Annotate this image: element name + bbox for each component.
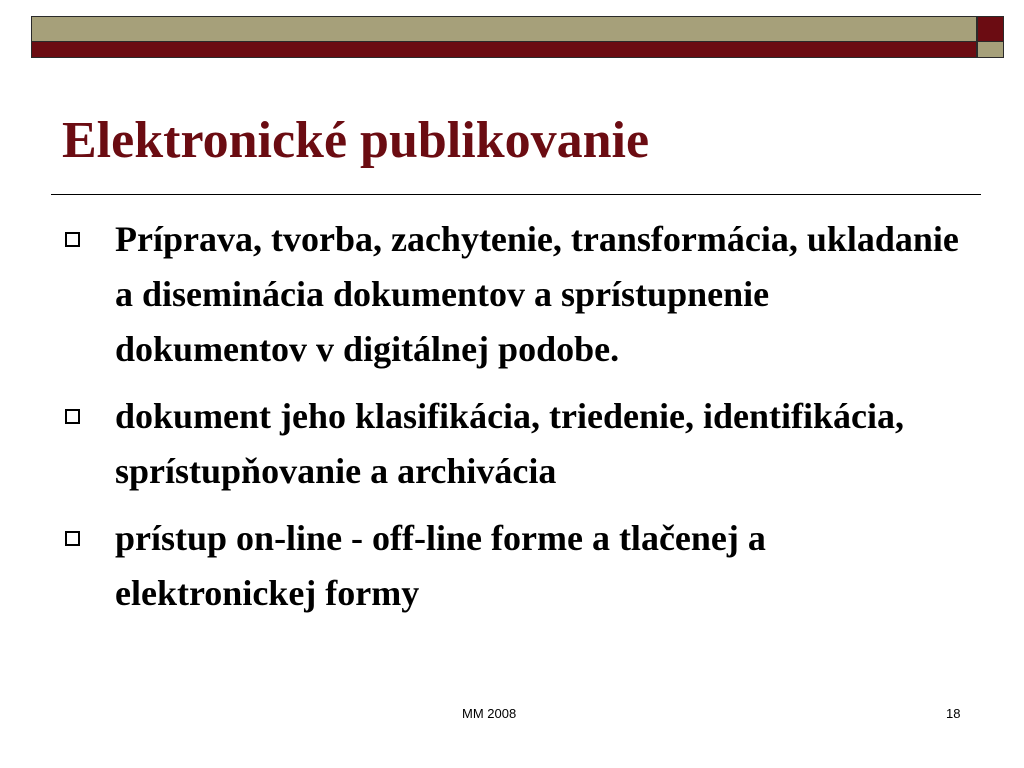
hollow-square-icon [65,409,80,424]
header-corner-maroon [977,16,1004,42]
header-band-olive [31,16,977,42]
footer-label: MM 2008 [462,706,517,721]
hollow-square-icon [65,232,80,247]
bullet-item [64,212,964,377]
bullet-item [64,511,964,621]
title-divider [51,194,981,195]
bullet-list [64,212,964,633]
hollow-square-icon [65,531,80,546]
page-number: 18 [946,706,961,721]
bullet-text: dokument jeho klasifikácia, triedenie, identifikácia, sprístupňovanie a archivácia [115,396,905,491]
bullet-text: Príprava, tvorba, zachytenie, transformácia, ukladanie a diseminácia dokumentov a sprístupnenie dokumentov v digitálnej podobe. [115,219,959,369]
header-band-maroon [31,42,977,58]
header-corner-olive [977,42,1004,58]
bullet-item [64,389,964,499]
bullet-text: prístup on-line - off-line forme a tlačenej a elektronickej formy [115,518,766,613]
slide-title: Elektronické publikovanie [62,112,650,169]
